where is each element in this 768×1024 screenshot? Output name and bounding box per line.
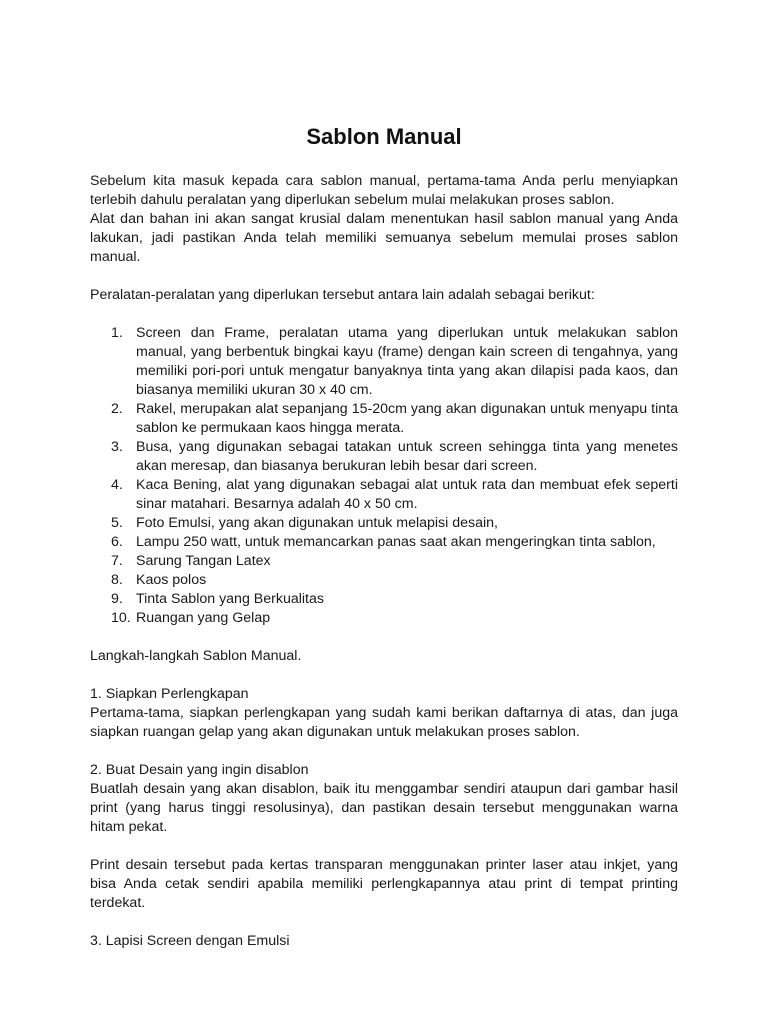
document-title: Sablon Manual: [306, 124, 462, 149]
list-item-text: Rakel, merupakan alat sepanjang 15-20cm yang akan digunakan untuk menyapu tinta sablon ke permukaan kaos hingga merata.: [136, 401, 678, 436]
list-item-number: 1.: [111, 325, 123, 341]
paragraph-gap: [90, 305, 678, 324]
list-item-text: Kaca Bening, alat yang digunakan sebagai alat untuk rata dan membuat efek seperti sinar matahari. Besarnya adalah 40 x 50 cm.: [136, 477, 678, 512]
step-1-heading: 1. Siapkan Perlengkapan: [90, 686, 249, 702]
list-item-text: Sarung Tangan Latex: [136, 553, 271, 569]
step-1-text: Pertama-tama, siapkan perlengkapan yang sudah kami berikan daftarnya di atas, dan juga siapkan ruangan gelap yang akan digunakan untuk melakukan proses sablon.: [90, 705, 678, 740]
list-item: [90, 324, 678, 400]
list-item: [90, 609, 678, 628]
list-item-text: Kaos polos: [136, 572, 207, 588]
tools-intro: Peralatan-peralatan yang diperlukan tersebut antara lain adalah sebagai berikut:: [90, 287, 595, 303]
step-3-heading: 3. Lapisi Screen dengan Emulsi: [90, 933, 290, 949]
list-item-text: Screen dan Frame, peralatan utama yang diperlukan untuk melakukan sablon manual, yang berbentuk bingkai kayu (frame) dengan kain screen di tengahnya, yang memiliki pori-pori untuk mengatur banyaknya tinta yang akan dilapisi pada kaos, dan biasanya memiliki ukuran 30 x 40 cm.: [136, 325, 678, 398]
intro-paragraph-1: Sebelum kita masuk kepada cara sablon manual, pertama-tama Anda perlu menyiapkan terlebih dahulu peralatan yang diperlukan sebelum mulai melakukan proses sablon.: [90, 173, 678, 208]
list-item-number: 9.: [111, 591, 123, 607]
paragraph-gap: [90, 913, 678, 932]
step-2-print-text: Print desain tersebut pada kertas transparan menggunakan printer laser atau inkjet, yang bisa Anda cetak sendiri apabila memiliki perlengkapannya atau print di tempat printing terdekat.: [90, 857, 678, 911]
list-item: [90, 533, 678, 552]
paragraph-gap: [90, 628, 678, 647]
paragraph-gap: [90, 837, 678, 856]
list-item-text: Busa, yang digunakan sebagai tatakan untuk screen sehingga tinta yang menetes akan meresap, dan biasanya berukuran lebih besar dari screen.: [136, 439, 678, 474]
steps-intro: Langkah-langkah Sablon Manual.: [90, 648, 302, 664]
paragraph-gap: [90, 742, 678, 761]
step-2-heading: 2. Buat Desain yang ingin disablon: [90, 762, 309, 778]
list-item-number: 7.: [111, 553, 123, 569]
paragraph-gap: [90, 267, 678, 286]
step-2-text: Buatlah desain yang akan disablon, baik itu menggambar sendiri ataupun dari gambar hasil print (yang harus tinggi resolusinya), dan pastikan desain tersebut menggunakan warna hitam pekat.: [90, 781, 678, 835]
list-item-number: 5.: [111, 515, 123, 531]
tools-list: [90, 324, 678, 628]
list-item-number: 8.: [111, 572, 123, 588]
paragraph-gap: [90, 666, 678, 685]
intro-paragraph-2: Alat dan bahan ini akan sangat krusial dalam menentukan hasil sablon manual yang Anda lakukan, jadi pastikan Anda telah memiliki semuanya sebelum memulai proses sablon manual.: [90, 211, 678, 265]
list-item-text: Ruangan yang Gelap: [136, 610, 271, 626]
list-item: [90, 400, 678, 438]
list-item-text: Lampu 250 watt, untuk memancarkan panas saat akan mengeringkan tinta sablon,: [136, 534, 656, 550]
list-item-text: Foto Emulsi, yang akan digunakan untuk melapisi desain,: [136, 515, 498, 531]
list-item-number: 4.: [111, 477, 123, 493]
list-item: [90, 590, 678, 609]
list-item-number: 6.: [111, 534, 123, 550]
list-item-number: 3.: [111, 439, 123, 455]
document-body: [90, 172, 678, 951]
list-item: [90, 552, 678, 571]
list-item-number: 2.: [111, 401, 123, 417]
list-item-number: 10.: [111, 610, 131, 626]
list-item-text: Tinta Sablon yang Berkualitas: [136, 591, 324, 607]
list-item: [90, 476, 678, 514]
list-item: [90, 571, 678, 590]
list-item: [90, 514, 678, 533]
list-item: [90, 438, 678, 476]
